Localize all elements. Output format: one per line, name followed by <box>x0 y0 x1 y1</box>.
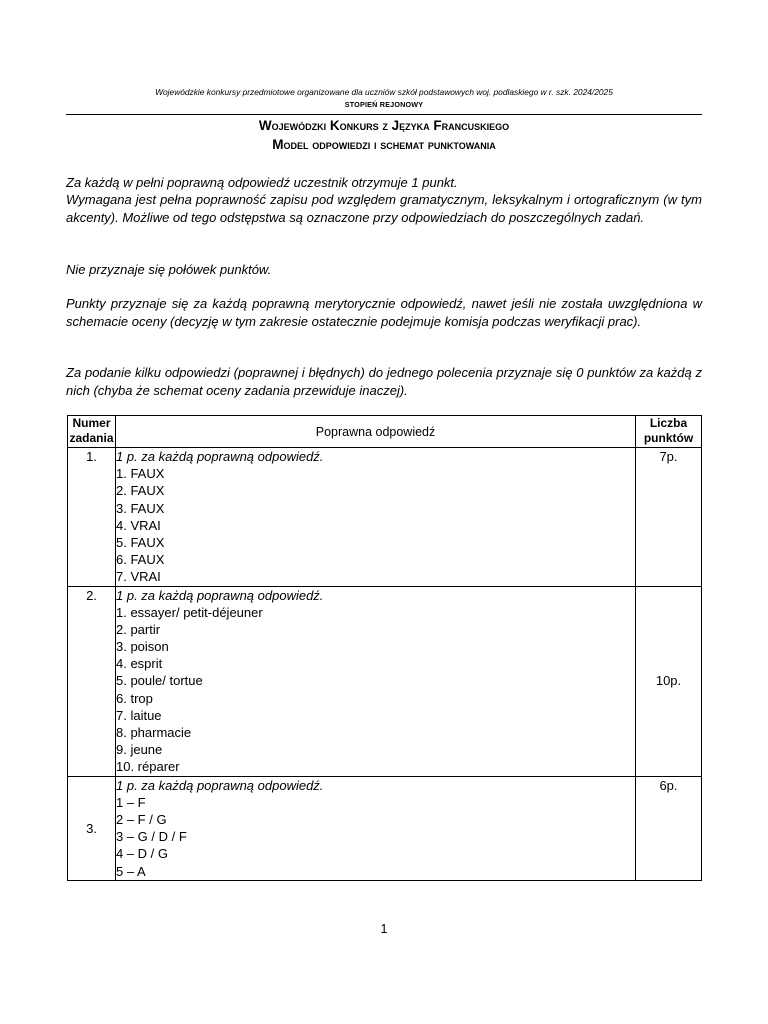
task-number-text: 2. <box>86 587 97 603</box>
task-answers <box>116 586 636 776</box>
task-number <box>68 448 116 587</box>
answer-item: 4. esprit <box>116 656 163 672</box>
answer-item: 1. essayer/ petit-déjeuner <box>116 604 263 620</box>
scoring-rule: 1 p. za każdą poprawną odpowiedź. <box>116 587 324 603</box>
answer-item: 3. poison <box>116 639 169 655</box>
header-stage: STOPIEŃ REJONOWY <box>344 100 424 109</box>
page-number: 1 <box>380 922 388 936</box>
document-subtitle: Model odpowiedzi i schemat punktowania <box>272 137 496 152</box>
header-competition-info: Wojewódzkie konkursy przedmiotowe organizowane dla uczniów szkół podstawowych woj. podlaskiego w r. szk. 2024/2025 <box>155 87 613 97</box>
task-points-text: 10p. <box>655 673 682 689</box>
task-points-text: 6p. <box>659 777 678 793</box>
answer-item: 3. FAUX <box>116 500 165 516</box>
task-points <box>636 448 702 587</box>
answer-item: 5. FAUX <box>116 534 165 550</box>
scoring-rule: 1 p. za każdą poprawną odpowiedź. <box>116 777 324 793</box>
answer-item: 2 – F / G <box>116 811 167 827</box>
answer-item: 10. réparer <box>116 759 180 775</box>
answer-item: 2. partir <box>116 621 161 637</box>
intro-paragraph-multiple-answers: Za podanie kilku odpowiedzi (poprawnej i błędnych) do jednego polecenia przyznaje się 0 punktów za każdą z nich (chyba że schemat oceny zadania przewiduje inaczej). <box>66 365 702 398</box>
column-header-task-number-line1: Numer <box>72 416 111 430</box>
answer-item: 7. laitue <box>116 707 162 723</box>
column-header-points-line1: Liczba <box>649 416 688 430</box>
intro-paragraph-scoring: Za każdą w pełni poprawną odpowiedź uczestnik otrzymuje 1 punkt. <box>66 175 458 190</box>
scoring-rule: 1 p. za każdą poprawną odpowiedź. <box>116 449 324 464</box>
answer-item: 9. jeune <box>116 742 163 758</box>
table-header-row <box>68 416 702 448</box>
answer-item: 8. pharmacie <box>116 725 192 740</box>
task-number <box>68 586 116 776</box>
answer-item: 4. VRAI <box>116 517 161 533</box>
task-number-text: 1. <box>86 449 97 464</box>
answer-item: 7. VRAI <box>116 569 161 585</box>
task-points <box>636 776 702 880</box>
column-header-points-line2: punktów <box>643 431 694 445</box>
task-answers <box>116 448 636 587</box>
column-header-task-number-line2: zadania <box>69 431 114 445</box>
task-points <box>636 586 702 776</box>
column-header-points <box>636 416 702 448</box>
answer-item: 1. FAUX <box>116 466 165 482</box>
task-points-text: 7p. <box>659 449 678 464</box>
document-title: Wojewódzki Konkurs z Języka Francuskiego <box>258 118 510 133</box>
column-header-answer: Poprawna odpowiedź <box>116 416 636 448</box>
answer-item: 2. FAUX <box>116 483 165 499</box>
header-divider <box>66 114 702 115</box>
answer-item: 4 – D / G <box>116 846 169 862</box>
answer-item: 6. trop <box>116 690 153 706</box>
task-number <box>68 776 116 880</box>
intro-paragraph-alternative-answers: Punkty przyznaje się za każdą poprawną merytorycznie odpowiedź, nawet jeśli nie została uwzględniona w schemacie oceny (decyzję w tym zakresie ostatecznie podejmuje komisja podczas weryfikacji prac). <box>66 296 702 329</box>
answer-item: 5. poule/ tortue <box>116 673 203 689</box>
task-answers <box>116 776 636 880</box>
answer-key-table <box>67 415 702 881</box>
answer-item: 1 – F <box>116 794 146 810</box>
answer-item: 5 – A <box>116 863 146 879</box>
task-number-text: 3. <box>86 820 97 836</box>
intro-paragraph-accuracy: Wymagana jest pełna poprawność zapisu pod względem gramatycznym, leksykalnym i ortograficznym (w tym akcenty). Możliwe od tego odstępstwa są oznaczone przy odpowiedziach do poszczególnych zadań. <box>66 192 702 225</box>
table-row-task-3 <box>68 776 702 880</box>
table-row-task-1 <box>68 448 702 587</box>
answer-item: 6. FAUX <box>116 552 165 568</box>
intro-paragraph-half-points: Nie przyznaje się połówek punktów. <box>66 262 272 277</box>
answer-item: 3 – G / D / F <box>116 829 187 845</box>
table-row-task-2 <box>68 586 702 776</box>
column-header-task-number <box>68 416 116 448</box>
